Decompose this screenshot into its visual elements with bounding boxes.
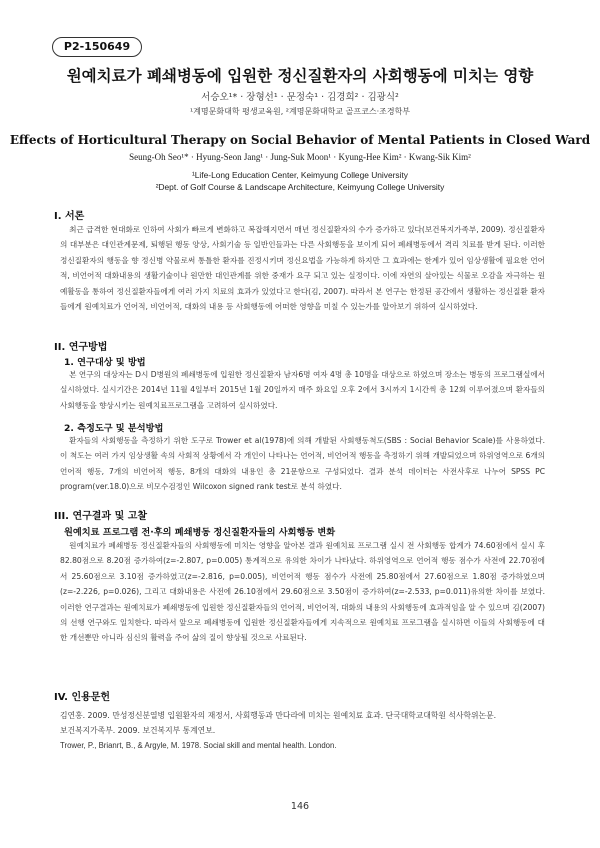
english-authors: Seung-Oh Seo¹* · Hyung-Seon Jang¹ · Jung-Suk Moon¹ · Kyung-Hee Kim² · Kwang-Sik Kim² (129, 152, 471, 162)
methods-subheading-1: 1. 연구대상 및 방법 (64, 357, 146, 368)
page-number: 146 (290, 801, 310, 812)
references-heading: IV. 인용문헌 (54, 692, 111, 703)
paper-id-tag: P2-150649 (52, 37, 142, 57)
reference-item: 보건복지가족부. 2009. 보건복지부 통계연보. (60, 726, 216, 735)
methods-paragraph-1: 본 연구의 대상자는 D시 D병원의 폐쇄병동에 입원한 정신질환자 남자6명 여자 4명 총 10명을 대상으로 하였으며 장소는 병동의 프로그램실에서 실시하였다. 실시기간은 2014년 11월 4일부터 2015년 1월 20일까지 매주 화요일 오후 2에서 3시까지 1시간씩 총 12회 이루어졌으며 환자들의 사회행동을 향상시키는 원예치료프로그램을 고려하여 실시하였다. (60, 370, 545, 410)
results-paragraph: 원예치료가 폐쇄병동 정신질환자들의 사회행동에 미치는 영향을 알아본 결과 원예치료 프로그램 실시 전 사회행동 합계가 74.60점에서 실시 후 82.80점으로 8.20점 증가하여(z=-2.807, p=0.005) 통계적으로 유의한 차이가 나타났다. 하위영역으로 언어적 행동 점수가 사전에 22.70점에서 25.60점으로 3.10점 증가하였고(z=-2.816, p=0.005), 비언어적 행동 점수가 사전에 25.80점에서 27.60점으로 1.80점 증가하였으며(z=-2.226, p=0.026), 그리고 대화내용은 사전에 26.10점에서 29.60점으로 3.50점이 증가하여(z=-2.533, p=0.011)유의한 차이를 보였다. 이러한 연구결과는 원예치료가 폐쇄병동에 입원한 정신질환자들의 언어적, 비언어적, 대화의 내용의 사회행동에 효과적임을 알 수 있으며 김(2007)의 선행 연구와도 일치한다. 따라서 앞으로 폐쇄병동에 입원한 정신질환자들에게 지속적으로 원예치료 프로그램을 실시하면 이들의 사회행동에 대한 개선뿐만 아니라 심신의 활력을 주어 삶의 질이 향상될 것으로 사료된다. (60, 541, 545, 643)
korean-affiliations: ¹계명문화대학 평생교육원, ²계명문화대학교 골프코스·조경학부 (189, 107, 411, 116)
methods-subheading-2: 2. 측정도구 및 분석방법 (64, 423, 164, 434)
english-title: Effects of Horticultural Therapy on Social Behavior of Mental Patients in Closed Ward (9, 133, 591, 147)
english-affiliation-1: ¹Life-Long Education Center, Keimyung College University (191, 170, 408, 180)
reference-item: 김연홍. 2009. 만성정신분열병 입원환자의 재정서, 사회행동과 만다라에 미치는 원예치료 효과. 단국대학교대학원 석사학위논문. (60, 711, 497, 720)
reference-item: Trower, P., Brianrt, B., & Argyle, M. 1978. Social skill and mental health. London. (60, 741, 337, 750)
intro-heading: I. 서론 (54, 211, 85, 222)
intro-paragraph: 최근 급격한 현대화로 인하여 사회가 빠르게 변화하고 복잡해지면서 매년 정신질환자의 수가 증가하고 있다(보건복지가족부, 2009). 정신질환자의 대부분은 대인관계문제, 퇴행된 행동 양상, 사회기술 등 일반인들과는 다른 사회행동을 보이게 되어 폐쇄병동에서 격리 치료를 받게 된다. 이러한 정신질환자의 행동을 향 정신병 약물로써 통틀한 환자를 진정시키며 정신요법을 가능하게 하지만 그 효과에는 한계가 있어 임상생활에 필요한 언어적, 비언어적 대화내용의 생활기술이나 원만한 대인관계를 위한 중재가 요구 되고 있는 실정이다. 이에 자연의 살아있는 식물로 오감을 자극하는 원예활동을 통하여 정신질환자들에게 여러 가지 치료의 효과가 있었다고 한다(김, 2007). 따라서 본 연구는 한정된 공간에서 생활하는 정신질환 환자들에게 원예치료가 언어적, 비언어적, 대화의 내용 등 사회행동에 어떠한 영향을 미칠 수 있는가를 알아보기 위하여 실시하였다. (60, 225, 545, 312)
english-affiliation-2: ²Dept. of Golf Course & Landscape Architecture, Keimyung College University (155, 182, 445, 192)
korean-authors: 서승오¹* · 장형선¹ · 문정숙¹ · 김경희² · 김광식² (201, 92, 399, 103)
methods-paragraph-2: 환자들의 사회행동을 측정하기 위한 도구로 Trower et al(1978)에 의해 개발된 사회행동척도(SBS : Social Behavior Scale)를 사용하였다. 이 척도는 여러 가지 임상생활 속의 사회적 상황에서 각 개인이 나타나는 언어적, 비언어적 행동을 측정하기 위해 개발되었으며 하위영역으로 6개의 언어적 행동, 7개의 비언어적 행동, 8개의 대화의 내용인 총 21문항으로 구성되었다. 결과 분석 데이터는 사전사후로 나누어 SPSS PC program(ver.18.0)으로 비모수검정인 Wilcoxon signed rank test로 분석 하였다. (60, 436, 545, 492)
results-heading: III. 연구결과 및 고찰 (54, 511, 148, 522)
results-subheading: 원예치료 프로그램 전·후의 폐쇄병동 정신질환자들의 사회행동 변화 (64, 527, 336, 538)
korean-title: 원예치료가 폐쇄병동에 입원한 정신질환자의 사회행동에 미치는 영향 (66, 67, 534, 85)
methods-heading: II. 연구방법 (54, 342, 108, 353)
